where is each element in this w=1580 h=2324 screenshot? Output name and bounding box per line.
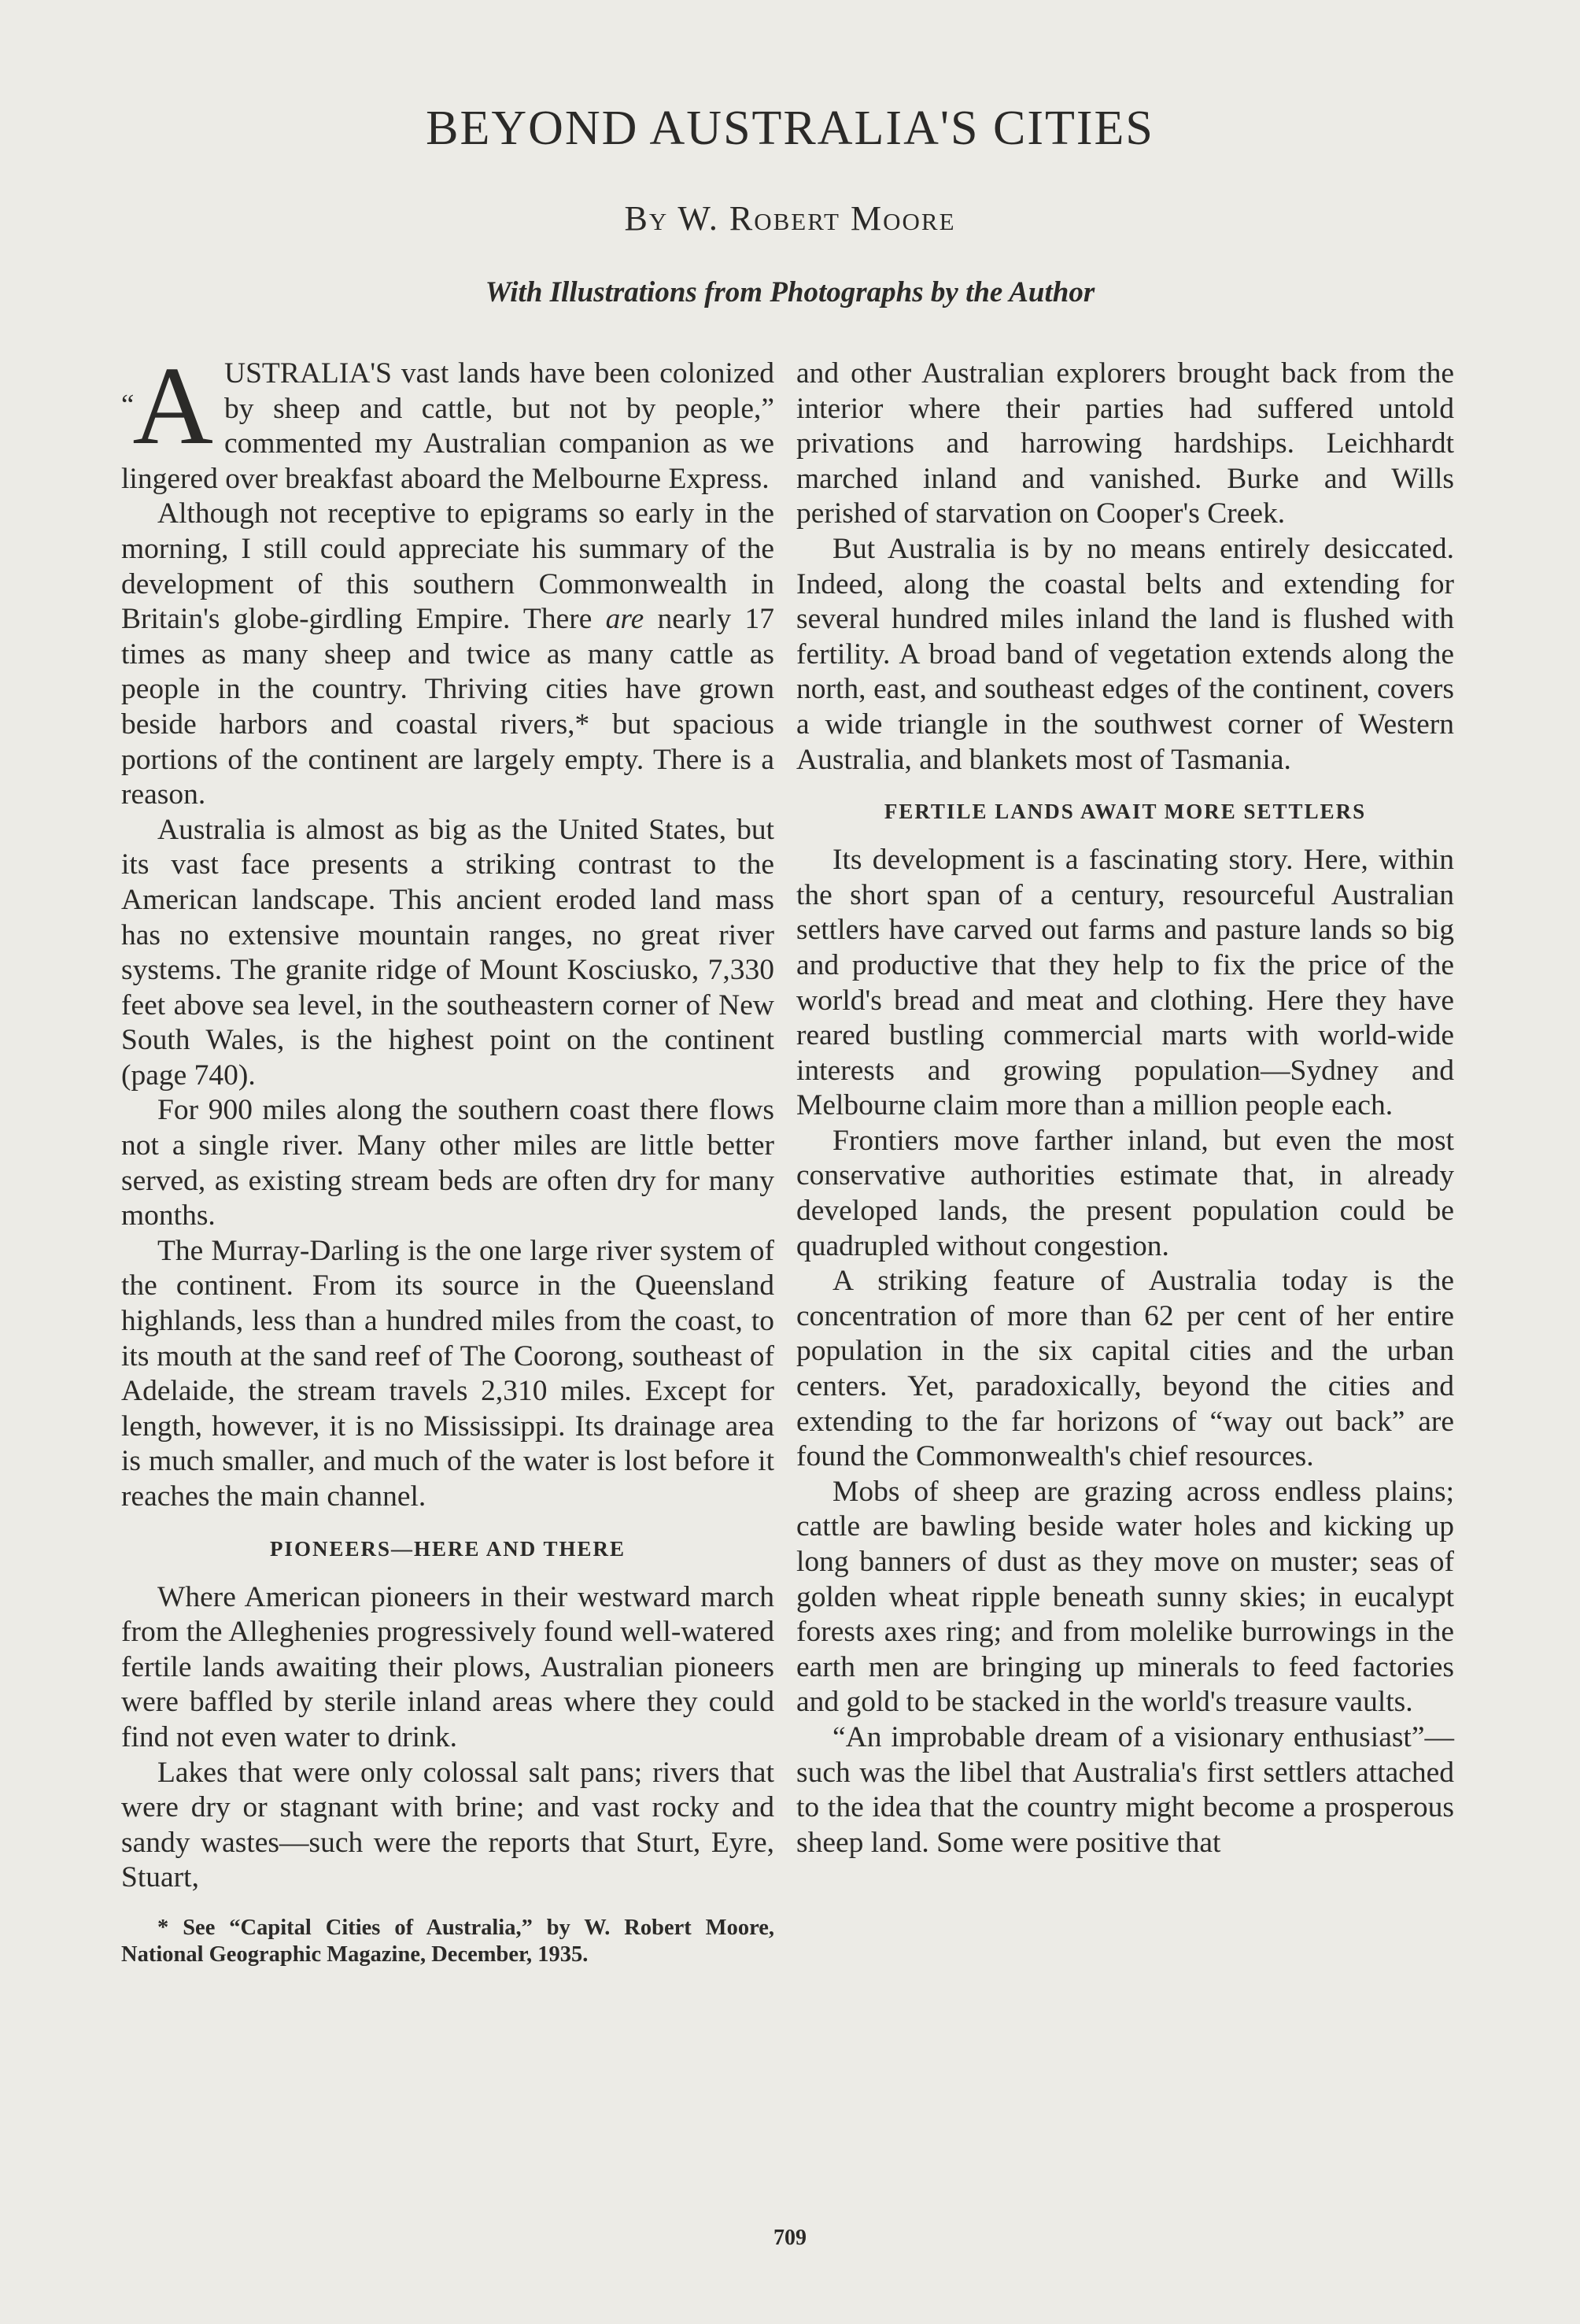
paragraph: The Murray-Darling is the one large river system of the continent. From its source in the Queensland highlands, less than a hundred miles from the coast, to its mouth at the sand reef of The Coorong, southeast of Adelaide, the stream travels 2,310 miles. Except for length, however, it is no Mississippi. Its drainage area is much smaller, and much of the water is lost before it reaches the main channel.: [121, 1234, 774, 1513]
section-heading: FERTILE LANDS AWAIT MORE SETTLERS: [884, 800, 1367, 824]
emphasis: are: [605, 603, 644, 636]
article-byline: By W. Robert Moore: [624, 199, 956, 238]
paragraph: But Australia is by no means entirely desiccated. Indeed, along the coastal belts and extending for several hundred miles inland the land is flushed with fertility. A broad band of vegetation extends along the north, east, and southeast edges of the continent, covers a wide triangle in the southwest corner of Western Australia, and blankets most of Tasmania.: [796, 532, 1454, 776]
paragraph: Where American pioneers in their westward march from the Alleghenies progressively found well-watered fertile lands awaiting their plows, Australian pioneers were baffled by sterile inland areas where they could find not even water to drink.: [121, 1580, 774, 1753]
photo-credit: With Illustrations from Photographs by the Author: [485, 276, 1095, 309]
paragraph: Mobs of sheep are grazing across endless plains; cattle are bawling beside water holes and kicking up long banners of dust as they move on muster; seas of golden wheat ripple beneath sunny skies; in eucalypt forests axes ring; and from molelike burrowings in the earth men are bringing up minerals to feed factories and gold to be stacked in the world's treasure vaults.: [796, 1475, 1454, 1719]
paragraph: Lakes that were only colossal salt pans; rivers that were dry or stagnant with brine; and vast rocky and sandy wastes—such were the reports that Sturt, Eyre, Stuart,: [121, 1756, 774, 1894]
opening-paragraph-text: USTRALIA'S vast lands have been colonized by sheep and cattle, but not by people,” commented my Australian companion as we lingered over breakfast aboard the Melbourne Express.: [121, 357, 774, 495]
paragraph: A striking feature of Australia today is the concentration of more than 62 per cent of her entire population in the six capital cities and the urban centers. Yet, paradoxically, beyond the cities and extending to the far horizons of “way out back” are found the Commonwealth's chief resources.: [796, 1265, 1454, 1473]
footnote: * See “Capital Cities of Australia,” by W. Robert Moore, National Geographic Magazine, December, 1935.: [121, 1915, 774, 1967]
paragraph: Australia is almost as big as the United States, but its vast face presents a striking contrast to the American landscape. This ancient eroded land mass has no extensive mountain ranges, no great river systems. The granite ridge of Mount Kosciusko, 7,330 feet above sea level, in the southeastern corner of New South Wales, is the highest point on the continent (page 740).: [121, 813, 774, 1092]
paragraph: Its development is a fascinating story. Here, within the short span of a century, resourceful Australian settlers have carved out farms and pasture lands so big and productive that they help to fix the price of the world's bread and meat and clothing. Here they have reared bustling commercial marts with world-wide interests and growing population—Sydney and Melbourne claim more than a million people each.: [796, 844, 1454, 1122]
article-title: BEYOND AUSTRALIA'S CITIES: [426, 102, 1154, 155]
paragraph: “An improbable dream of a visionary enthusiast”—such was the libel that Australia's first settlers attached to the idea that the country might become a prosperous sheep land. Some were positive that: [796, 1720, 1454, 1859]
section-heading: PIONEERS—HERE AND THERE: [269, 1536, 626, 1561]
left-column: [121, 343, 774, 1968]
opening-paragraph: [121, 343, 774, 497]
paragraph: and other Australian explorers brought back from the interior where their parties had suffered untold privations and harrowing hardships. Leichhardt marched inland and vanished. Burke and Wills perished of starvation on Cooper's Creek.: [796, 357, 1454, 530]
paragraph: Frontiers move farther inland, but even the most conservative authorities estimate that, in already developed lands, the present population could be quadrupled without congestion.: [796, 1124, 1454, 1262]
paragraph: For 900 miles along the southern coast there flows not a single river. Many other miles are little better served, as existing stream beds are often dry for many months.: [121, 1094, 774, 1232]
page-number: 709: [773, 2226, 807, 2250]
drop-cap: “A: [121, 343, 213, 467]
paragraph: Although not receptive to epigrams so early in the morning, I still could appreciate his summary of the development of this southern Commonwealth in Britain's globe-girdling Empire. There are nearly 17 times as many sheep and twice as many cattle as people in the country. Thriving cities have grown beside harbors and coastal rivers,* but spacious portions of the continent are largely empty. There is a reason.: [121, 497, 774, 811]
right-column: [796, 357, 1454, 1860]
opening-quote: “: [121, 389, 135, 421]
